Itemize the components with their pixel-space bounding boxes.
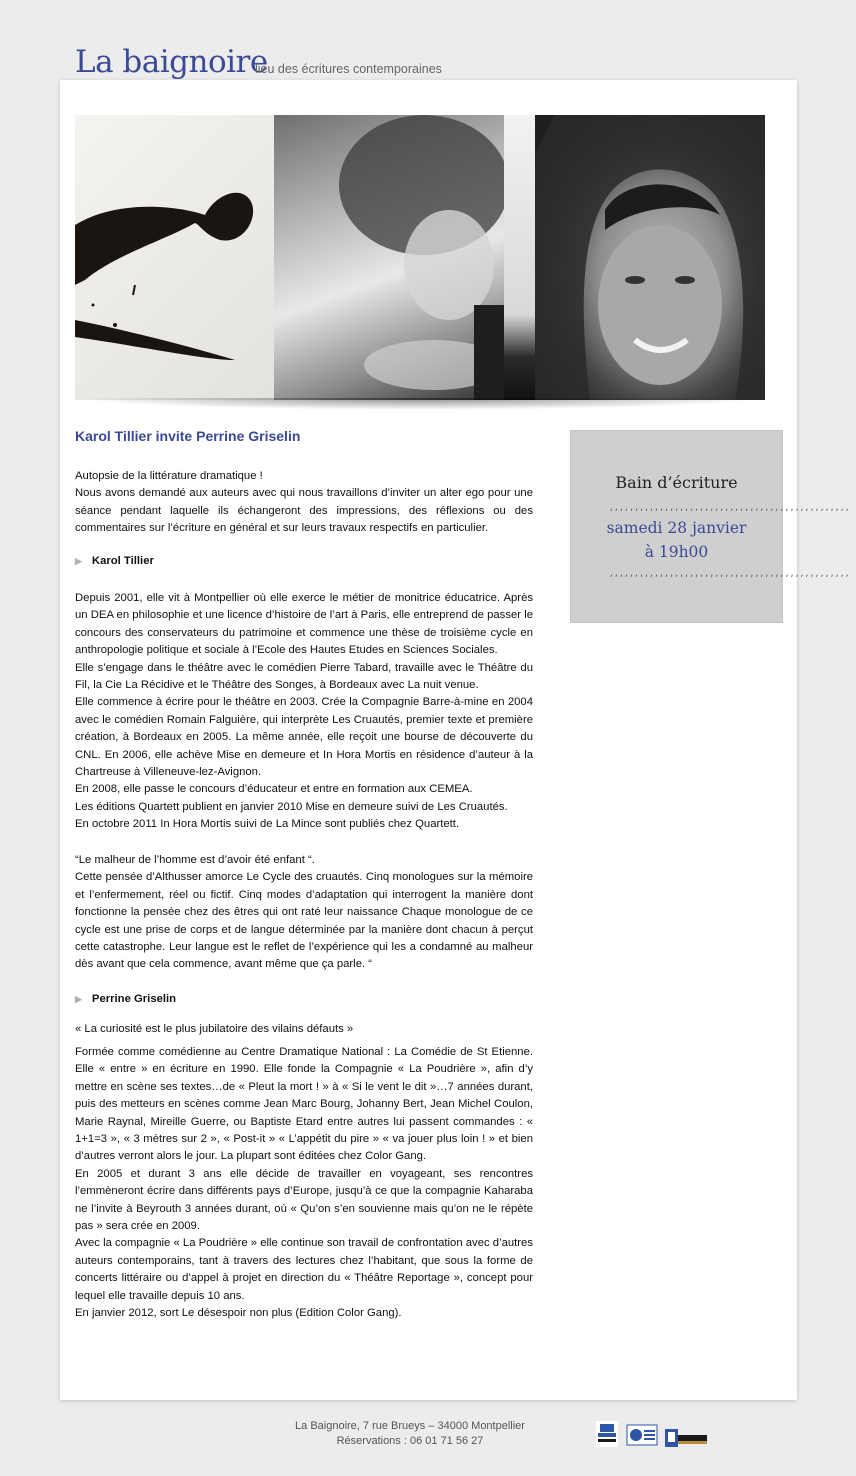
bio-paragraph: Elle s’engage dans le théâtre avec le comédien Pierre Tabard, travaille avec le Théâtre du Fil, la Cie La Récidive et le Théâtre des Songes, à Bordeaux avec La nuit venue. (75, 661, 533, 692)
section-heading-perrine (75, 993, 176, 1005)
partner-logo-2[interactable] (627, 1421, 657, 1447)
event-title: Bain d’écriture (615, 473, 738, 492)
section-heading-karol (75, 555, 154, 567)
bio-paragraph: En janvier 2012, sort Le désespoir non plus (Edition Color Gang). (75, 1307, 402, 1320)
bio-paragraph: Avec la compagnie « La Poudrière » elle continue son travail de confrontation avec d’autres auteurs contemporains, tant à travers des lectures chez l’habitant, que sous la forme de concerts littéraire ou d’appel à projet en direction du « Théâtre Reportage », concept pour lequel elle travaille depuis 10 ans. (75, 1237, 533, 1302)
intro-paragraph: Nous avons demandé aux auteurs avec qui nous travaillons d’inviter un alter ego pour une séance pendant laquelle ils échangeront des impressions, des réflexions ou des commentaires sur l’écriture en général et sur leurs travaux respectifs en particulier. (75, 487, 533, 535)
site-logo[interactable]: La baignoire (75, 44, 268, 80)
bio-paragraph: En 2008, elle passe le concours d’éducateur et entre en formation aux CEMEA. (75, 783, 473, 796)
quote-line: “Le malheur de l’homme est d’avoir été enfant “. (75, 854, 315, 866)
footer-address: La Baignoire, 7 rue Brueys – 34000 Montpellier (295, 1420, 525, 1432)
bullet-arrow-icon: ▶ (75, 994, 82, 1004)
site-footer (0, 1418, 856, 1458)
content-card (60, 80, 850, 1400)
calligraphy-image (75, 115, 275, 400)
event-box (570, 430, 850, 623)
bio-paragraph: Depuis 2001, elle vit à Montpellier où elle exerce le métier de monitrice éducatrice. Après un DEA en philosophie et une licence d’histoire de l’art à Paris, elle entreprend de passer le concours des conservateurs du patrimoine et commence une thèse de troisième cycle en anthropologie politique et sociale à l’Ecole des Hautes Etudes en Sciences Sociales. (75, 592, 533, 657)
karol-quote (75, 852, 533, 974)
intro-block (75, 468, 533, 538)
portrait-photo (535, 115, 765, 400)
quote-paragraph: Cette pensée d’Althusser amorce Le Cycle des cruautés. Cinq monologues sur la mémoire et l’enfermement, réel ou fictif. Cinq modes d’adaptation qui interrogent la manière dont fonctionne la pensée chez des êtres qui ont raté leur naissance Chaque monologue de ce cycle est une prise de corps et de langue déterminée par la manière dont chacun à perçut cette catastrophe. Leur langue est le reflet de l’expérience qui les a condamné au malheur dès avant que cela commence, avant même que ça parle. “ (75, 871, 533, 971)
event-date: samedi 28 janvier (606, 519, 747, 537)
perrine-motto (75, 1021, 533, 1038)
writer-photo (274, 115, 504, 400)
photo-strip (504, 115, 536, 400)
partner-logo-1[interactable] (596, 1421, 618, 1447)
dotted-divider: ,,,,,,,,,,,,,,,,,,,,,,,,,,,,,,,,,,,,,,,,,,,,,,,, (609, 503, 850, 512)
partner-logo-3[interactable] (665, 1421, 707, 1447)
footer-reservations: Réservations : 06 01 71 56 27 (336, 1435, 484, 1447)
intro-line: Autopsie de la littérature dramatique ! (75, 470, 263, 482)
site-tagline: lieu des écritures contemporaines (255, 62, 442, 76)
perrine-bio (75, 1044, 533, 1323)
bio-paragraph: Elle commence à écrire pour le théâtre en 2003. Crée la Compagnie Barre-à-mine en 2004 avec le comédien Romain Falguière, qui interprète Les Cruautés, premier texte et première création, à Bordeaux en 2005. La même année, elle reçoit une bourse de découverte du CNL. En 2006, elle achève Mise en demeure et In Hora Mortis en résidence d’auteur à la Chartreuse à Villeneuve-lez-Avignon. (75, 696, 533, 779)
bio-paragraph: En 2005 et durant 3 ans elle décide de travailler en voyageant, ses rencontres l’emmèneront écrire dans différents pays d’Europe, jusqu’à ce que la compagnie Kaharaba ne l’invite à Beyrouth 3 années durant, où « Qu’on s’en souvienne mais qu’on ne le répète pas » sera crée en 2009. (75, 1167, 533, 1233)
bio-paragraph: En octobre 2011 In Hora Mortis suivi de La Mince sont publiés chez Quartett. (75, 818, 460, 831)
bio-paragraph: Les éditions Quartett publient en janvier 2010 Mise en demeure suivi de Les Cruautés. (75, 800, 508, 813)
article-title: Karol Tillier invite Perrine Griselin (75, 428, 301, 444)
dotted-divider: ,,,,,,,,,,,,,,,,,,,,,,,,,,,,,,,,,,,,,,,,,,,,,,,, (609, 569, 850, 578)
banner-shadow (75, 398, 765, 410)
karol-bio (75, 590, 533, 834)
banner-image (75, 115, 765, 400)
motto-line: « La curiosité est le plus jubilatoire des vilains défauts » (75, 1023, 354, 1035)
section-heading-label: Karol Tillier (91, 555, 154, 567)
bullet-arrow-icon: ▶ (75, 556, 82, 566)
section-heading-label: Perrine Griselin (91, 993, 177, 1005)
event-time: à 19h00 (644, 543, 709, 561)
bio-paragraph: Formée comme comédienne au Centre Dramatique National : La Comédie de St Etienne. Elle « entre » en écriture en 1990. Elle fonde la Compagnie « La Poudrière », afin d’y mettre en scène ses textes…de « Pleut la mort ! » à « Si le vent le dit »…7 années durant, puis des metteurs en scènes comme Jean Marc Bourg, Johanny Bert, Jean Michel Coulon, Marie Raynal, Mireille Guerre, ou Baptiste Etard entre autres lui passent commandes : « 1+1=3 », « 3 mètres sur 2 », « Post-it » « L’appétit du pire » « va jouer plus loin ! » et bien d’autres verront alors le jour. La plupart sont éditées chez Color Gang. (75, 1046, 533, 1163)
